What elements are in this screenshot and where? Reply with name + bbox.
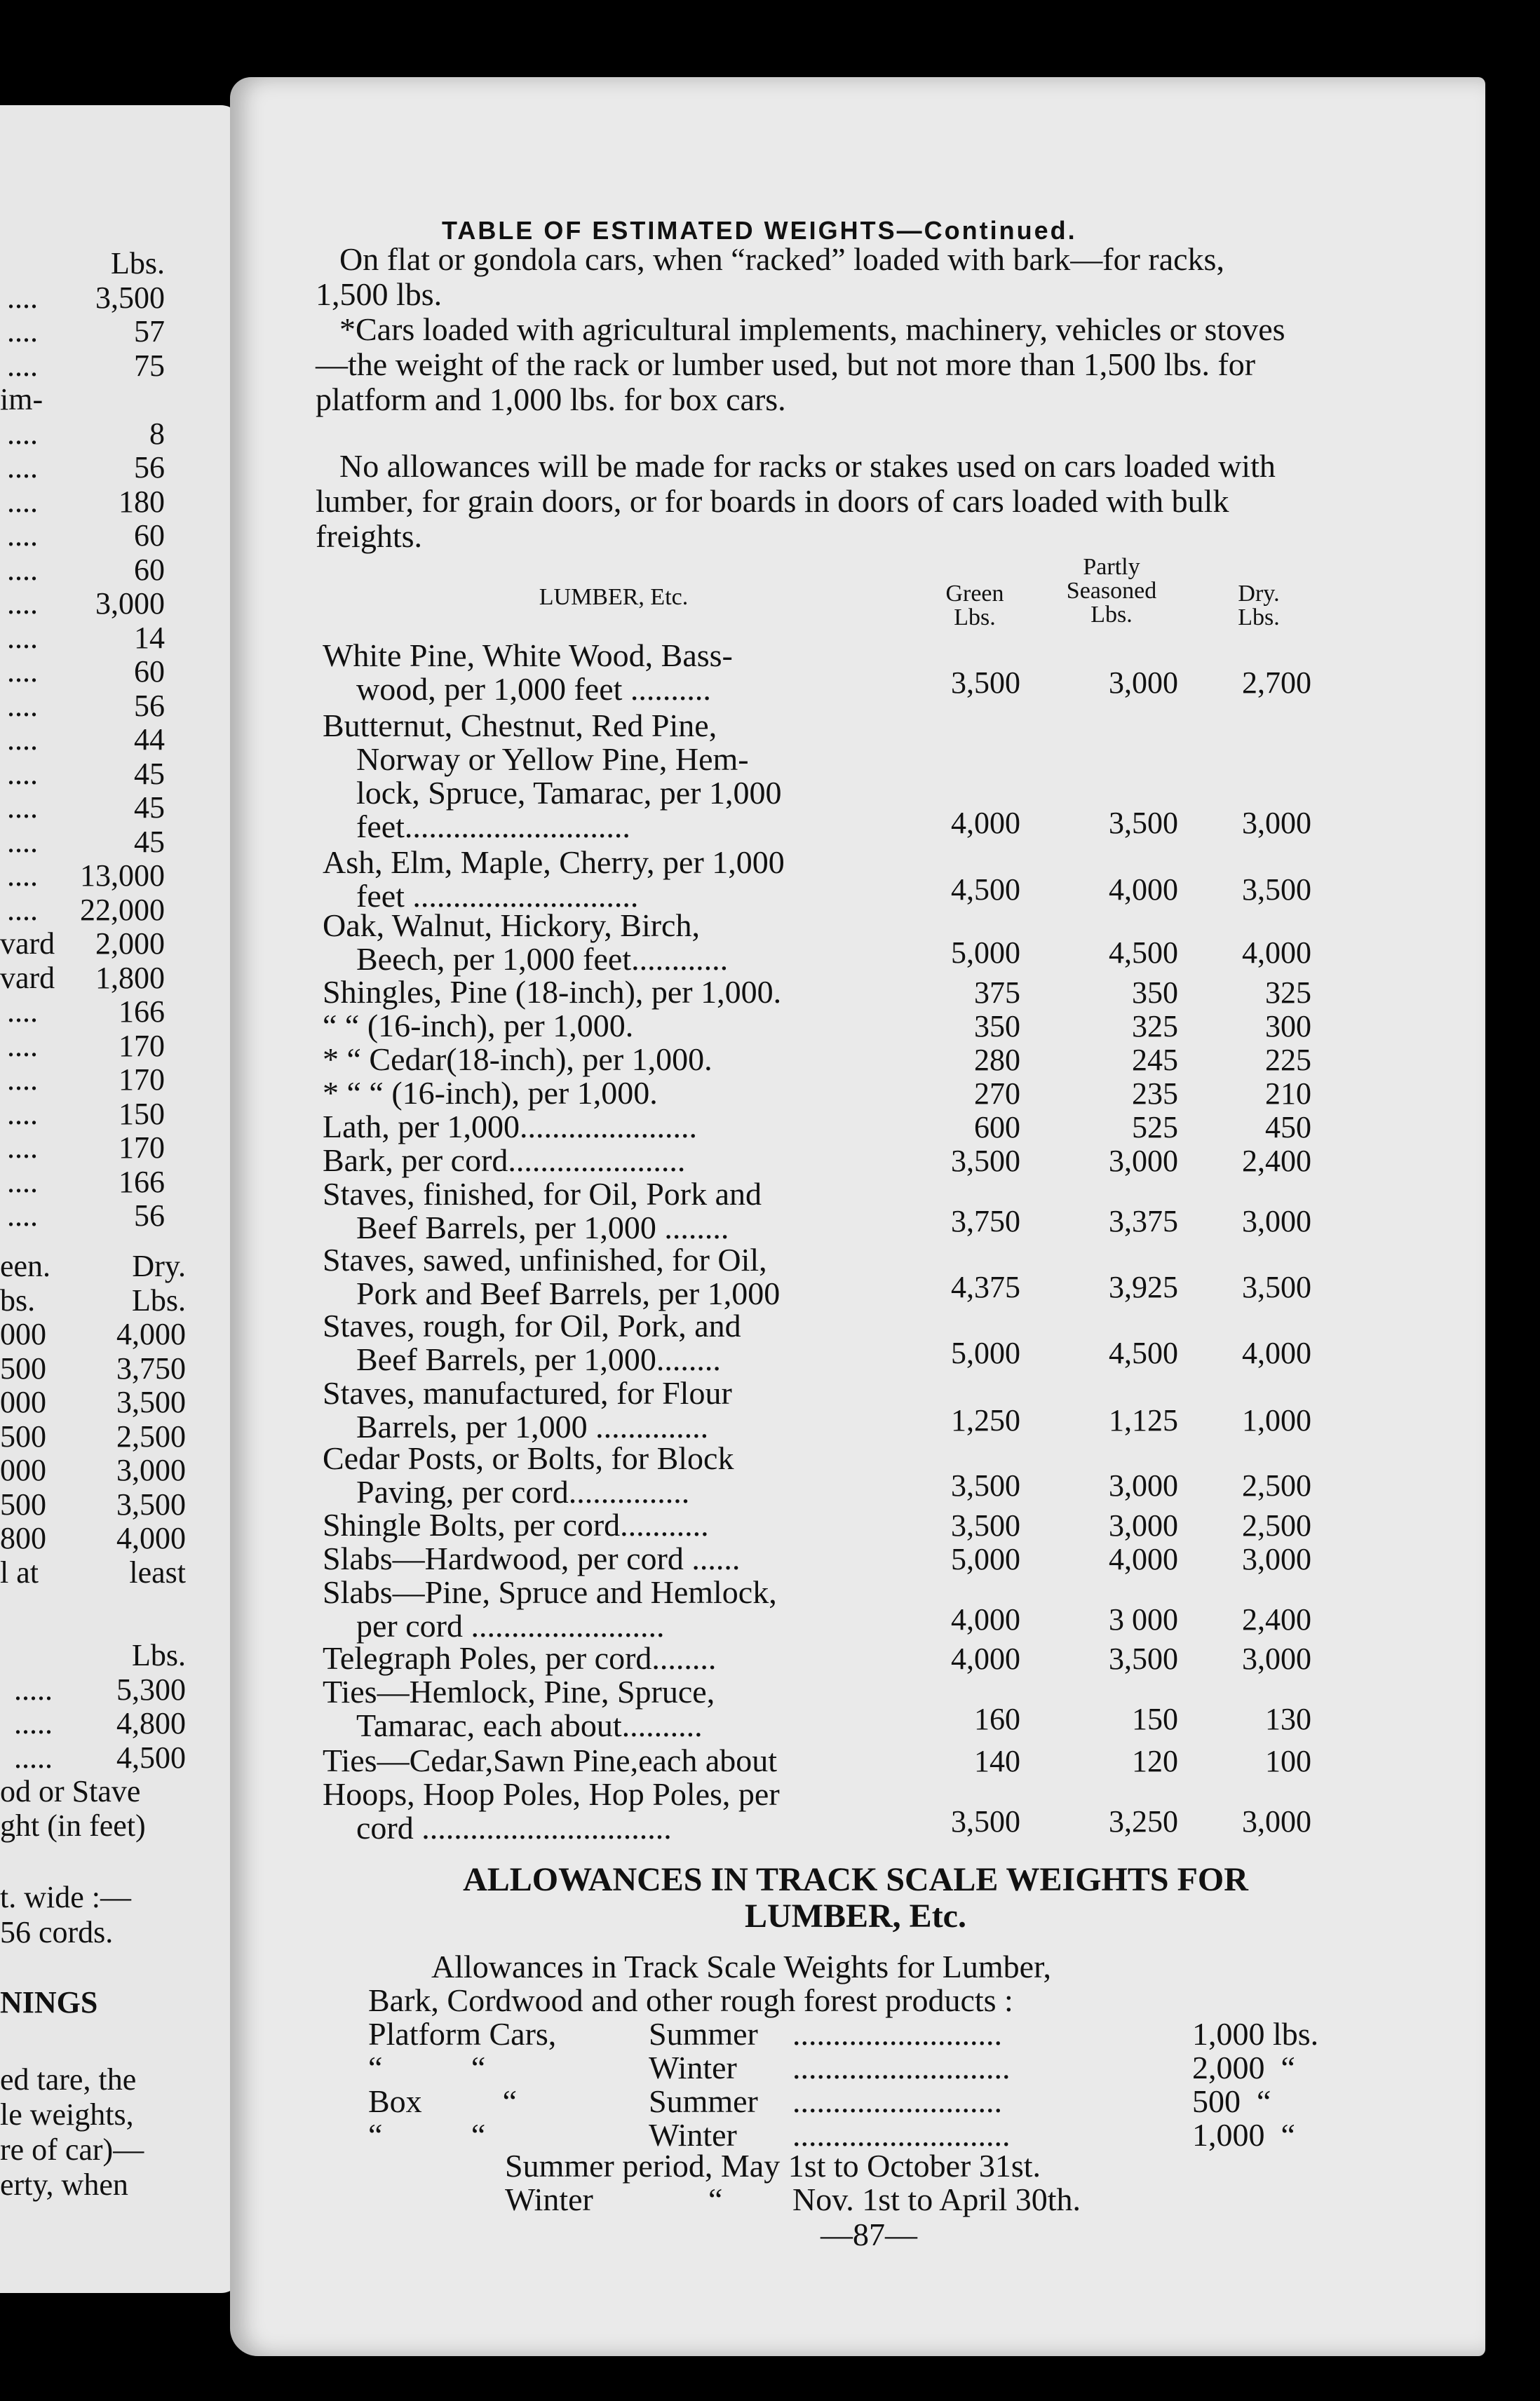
allow-value: 1,000 “ <box>1192 2117 1295 2153</box>
value-dry: 210 <box>1265 1076 1311 1111</box>
left-page-bottom-a: od or Stave <box>0 1774 141 1808</box>
row-label: Beech, per 1,000 feet............ <box>356 942 729 977</box>
left-page-value: 56 <box>134 1198 165 1233</box>
left-page-value: 170 <box>119 1130 165 1165</box>
value-partly: 4,000 <box>1109 872 1178 907</box>
value-partly: 150 <box>1132 1702 1178 1736</box>
row-label: Cedar Posts, or Bolts, for Block <box>323 1441 734 1476</box>
value-dry: 3,000 <box>1242 1542 1311 1576</box>
value-green: 3,500 <box>951 1508 1020 1543</box>
left-page-value: 150 <box>119 1096 165 1131</box>
allow-value: 1,000 lbs. <box>1192 2016 1319 2052</box>
winter-period-dates: Nov. 1st to April 30th. <box>792 2182 1081 2217</box>
col-green <box>919 582 1031 630</box>
left-page-value: 60 <box>134 654 165 689</box>
left-page-lower-a: een. <box>0 1249 51 1283</box>
left-page-bottom-a: ..... <box>14 1672 53 1707</box>
row-label: Butternut, Chestnut, Red Pine, <box>323 708 717 743</box>
value-green: 3,500 <box>951 1804 1020 1839</box>
value-green: 5,000 <box>951 1542 1020 1576</box>
row-label: Shingles, Pine (18-inch), per 1,000. <box>323 975 782 1010</box>
value-green: 3,500 <box>951 1468 1020 1503</box>
left-page-label: .... <box>7 688 38 723</box>
left-page-lower-a: 500 <box>0 1351 46 1386</box>
left-page-tail: ed tare, the <box>0 2062 137 2097</box>
value-partly: 3,500 <box>1109 1642 1178 1676</box>
left-page-lower-b: 4,000 <box>116 1521 186 1555</box>
left-page-label: .... <box>7 280 38 315</box>
row-label: Ties—Hemlock, Pine, Spruce, <box>323 1675 715 1710</box>
value-dry: 3,000 <box>1242 1204 1311 1238</box>
allow-car: “ “ <box>368 2117 486 2153</box>
row-label: Pork and Beef Barrels, per 1,000 <box>356 1276 781 1311</box>
value-green: 4,500 <box>951 872 1020 907</box>
value-dry: 130 <box>1265 1702 1311 1736</box>
left-page-label: .... <box>7 858 38 893</box>
row-label: Norway or Yellow Pine, Hem- <box>356 742 749 777</box>
left-page-tail: 56 cords. <box>0 1915 114 1949</box>
paragraph-agricultural: *Cars loaded with agricultural implements, machinery, vehicles or stoves—the weight of the rack or lumber used, but not more than 1,500 lbs. for platform and 1,000 lbs. for box cars. <box>316 311 1285 417</box>
allow-dots: .......................... <box>792 2016 1002 2052</box>
value-green: 3,500 <box>951 1144 1020 1178</box>
row-label: feet............................ <box>356 809 630 844</box>
value-dry: 2,500 <box>1242 1508 1311 1543</box>
table-heading: LUMBER, Etc. <box>539 584 689 610</box>
left-page-value: 57 <box>134 314 165 349</box>
value-green: 5,000 <box>951 1336 1020 1370</box>
value-partly: 3 000 <box>1109 1602 1178 1637</box>
value-partly: 235 <box>1132 1076 1178 1111</box>
left-page-value: 166 <box>119 994 165 1029</box>
row-label: Paving, per cord............... <box>356 1475 690 1510</box>
left-page-lower-a: 500 <box>0 1419 46 1454</box>
left-page-label: .... <box>7 484 38 519</box>
allow-dots: ........................... <box>792 2117 1011 2153</box>
value-partly: 120 <box>1132 1744 1178 1778</box>
value-green: 4,000 <box>951 806 1020 840</box>
value-green: 4,375 <box>951 1270 1020 1304</box>
left-page-label: .... <box>7 416 38 451</box>
left-page-value: Lbs. <box>111 246 165 280</box>
left-page-value: 75 <box>134 348 165 383</box>
left-page-lower-b: 4,000 <box>116 1317 186 1351</box>
value-green: 3,750 <box>951 1204 1020 1238</box>
left-page-label: vard <box>0 960 55 995</box>
left-page-value: 44 <box>134 722 165 757</box>
allow-value: 2,000 “ <box>1192 2050 1295 2085</box>
value-dry: 450 <box>1265 1110 1311 1144</box>
value-green: 4,000 <box>951 1602 1020 1637</box>
left-page-lower-b: Lbs. <box>132 1283 186 1318</box>
value-dry: 3,000 <box>1242 1804 1311 1839</box>
left-page-value: 180 <box>119 484 165 519</box>
left-page-value: 3,000 <box>95 586 165 621</box>
col-partly-top: Partly <box>1083 554 1140 580</box>
left-page-label: .... <box>7 756 38 791</box>
row-label: Staves, rough, for Oil, Pork, and <box>323 1308 741 1344</box>
row-label: per cord ........................ <box>356 1609 665 1644</box>
left-page-bottom-a: ..... <box>14 1740 53 1775</box>
left-page-value: 166 <box>119 1164 165 1199</box>
left-page-bottom-b: 4,800 <box>116 1706 186 1740</box>
allow-season: Summer <box>649 2083 758 2119</box>
row-label: Beef Barrels, per 1,000 ........ <box>356 1210 729 1245</box>
row-label: Shingle Bolts, per cord........... <box>323 1508 709 1543</box>
left-page-value: 45 <box>134 756 165 791</box>
left-page-label: .... <box>7 552 38 587</box>
value-partly: 325 <box>1132 1009 1178 1043</box>
col-green-main: Green <box>945 581 1004 607</box>
left-page-label: im- <box>0 382 43 417</box>
left-page-lower-a: 000 <box>0 1317 46 1351</box>
left-page-bottom-a: ..... <box>14 1706 53 1740</box>
row-label: Ties—Cedar,Sawn Pine,each about <box>323 1743 778 1778</box>
allow-car: Box “ <box>368 2083 518 2119</box>
left-page-tail: t. wide :— <box>0 1880 131 1914</box>
left-page-value: 170 <box>119 1062 165 1097</box>
value-green: 375 <box>974 975 1020 1010</box>
value-dry: 2,400 <box>1242 1144 1311 1178</box>
left-page-lower-b: least <box>129 1555 186 1590</box>
col-partly-main: Seasoned <box>1066 578 1157 604</box>
left-page-bottom-b: 4,500 <box>116 1740 186 1775</box>
value-green: 270 <box>974 1076 1020 1111</box>
value-partly: 245 <box>1132 1043 1178 1077</box>
value-dry: 100 <box>1265 1744 1311 1778</box>
left-page-label: vard <box>0 926 55 961</box>
allowances-intro-2: Bark, Cordwood and other rough forest products : <box>368 1982 1013 2018</box>
allowances-title-line2: LUMBER, Etc. <box>745 1898 966 1935</box>
left-page-label: .... <box>7 654 38 689</box>
row-label: feet ............................ <box>356 879 639 914</box>
paragraph-no-allowances: No allowances will be made for racks or stakes used on cars loaded with lumber, for grain doors, or for boards in doors of cars loaded with bulk freights. <box>316 448 1276 554</box>
left-page-lower-b: 3,500 <box>116 1385 186 1419</box>
left-page-bottom-a: ght (in feet) <box>0 1808 146 1843</box>
page-number: —87— <box>820 2217 917 2252</box>
left-page-lower-a: 800 <box>0 1521 46 1555</box>
value-green: 3,500 <box>951 665 1020 700</box>
left-page-value: 60 <box>134 518 165 553</box>
left-page-value: 8 <box>149 416 165 451</box>
col-green-unit: Lbs. <box>954 604 996 630</box>
left-page-label: .... <box>7 1096 38 1131</box>
row-label: Slabs—Pine, Spruce and Hemlock, <box>323 1575 777 1610</box>
left-page-lower-a: 000 <box>0 1453 46 1487</box>
left-page-value: 170 <box>119 1028 165 1063</box>
allow-car: “ “ <box>368 2050 486 2085</box>
allowances-title-line1: ALLOWANCES IN TRACK SCALE WEIGHTS FOR <box>463 1861 1248 1898</box>
value-green: 4,000 <box>951 1642 1020 1676</box>
value-green: 350 <box>974 1009 1020 1043</box>
row-label: Lath, per 1,000...................... <box>323 1109 698 1144</box>
value-green: 160 <box>974 1702 1020 1736</box>
value-partly: 525 <box>1132 1110 1178 1144</box>
col-dry-main: Dry. <box>1238 581 1280 607</box>
left-page-label: .... <box>7 994 38 1029</box>
row-label: White Pine, White Wood, Bass- <box>323 638 733 673</box>
page-title: TABLE OF ESTIMATED WEIGHTS—Continued. <box>442 216 1077 245</box>
left-page-label: .... <box>7 620 38 655</box>
value-dry: 325 <box>1265 975 1311 1010</box>
row-label: Bark, per cord...................... <box>323 1143 686 1178</box>
summer-period: Summer period, May 1st to October 31st. <box>505 2148 1041 2184</box>
value-dry: 300 <box>1265 1009 1311 1043</box>
col-partly-unit: Lbs. <box>1090 602 1133 628</box>
row-label: Hoops, Hoop Poles, Hop Poles, per <box>323 1777 780 1812</box>
left-page-tail: NINGS <box>0 1985 98 2020</box>
left-page-value: 56 <box>134 688 165 723</box>
left-page-label: .... <box>7 722 38 757</box>
value-partly: 4,500 <box>1109 935 1178 970</box>
allow-dots: .......................... <box>792 2083 1002 2119</box>
value-green: 1,250 <box>951 1403 1020 1438</box>
winter-period-ditto: “ <box>708 2182 723 2217</box>
allow-car: Platform Cars, <box>368 2016 557 2052</box>
row-label: Slabs—Hardwood, per cord ...... <box>323 1541 741 1576</box>
row-label: Beef Barrels, per 1,000........ <box>356 1342 721 1377</box>
left-page-label: .... <box>7 1164 38 1199</box>
value-partly: 3,000 <box>1109 1508 1178 1543</box>
allowances-intro-1: Allowances in Track Scale Weights for Lumber, <box>431 1949 1052 1984</box>
value-partly: 3,925 <box>1109 1270 1178 1304</box>
left-page-label: .... <box>7 1130 38 1165</box>
left-page-label: .... <box>7 824 38 859</box>
left-page-value: 45 <box>134 824 165 859</box>
row-label: Tamarac, each about.......... <box>356 1708 703 1743</box>
row-label: Staves, manufactured, for Flour <box>323 1376 732 1411</box>
value-partly: 3,250 <box>1109 1804 1178 1839</box>
value-dry: 3,000 <box>1242 806 1311 840</box>
left-page-value: 22,000 <box>80 892 165 927</box>
col-partly <box>1038 555 1185 627</box>
left-page-label: .... <box>7 348 38 383</box>
row-label: Ash, Elm, Maple, Cherry, per 1,000 <box>323 845 785 880</box>
left-page-lower-a: 000 <box>0 1385 46 1419</box>
left-page-tail: le weights, <box>0 2097 134 2132</box>
allow-season: Winter <box>649 2117 737 2153</box>
value-partly: 3,000 <box>1109 1144 1178 1178</box>
value-partly: 3,000 <box>1109 1468 1178 1503</box>
value-dry: 2,700 <box>1242 665 1311 700</box>
left-page-label: .... <box>7 1028 38 1063</box>
allow-dots: ........................... <box>792 2050 1011 2085</box>
left-page-bottom-b: 5,300 <box>116 1672 186 1707</box>
row-label: Oak, Walnut, Hickory, Birch, <box>323 908 700 943</box>
row-label: * “ Cedar(18-inch), per 1,000. <box>323 1042 712 1077</box>
value-green: 280 <box>974 1043 1020 1077</box>
value-partly: 3,500 <box>1109 806 1178 840</box>
value-dry: 3,000 <box>1242 1642 1311 1676</box>
value-dry: 3,500 <box>1242 1270 1311 1304</box>
value-partly: 350 <box>1132 975 1178 1010</box>
winter-period-label: Winter <box>505 2182 593 2217</box>
left-page-lower-b: 2,500 <box>116 1419 186 1454</box>
row-label: “ “ (16-inch), per 1,000. <box>323 1008 634 1043</box>
left-page-label: .... <box>7 892 38 927</box>
value-partly: 4,000 <box>1109 1542 1178 1576</box>
left-page-bottom-b: Lbs. <box>132 1638 186 1672</box>
value-dry: 3,500 <box>1242 872 1311 907</box>
row-label: * “ “ (16-inch), per 1,000. <box>323 1076 658 1111</box>
allowances-title <box>358 1862 1353 1935</box>
allow-season: Summer <box>649 2016 758 2052</box>
allow-season: Winter <box>649 2050 737 2085</box>
value-partly: 3,000 <box>1109 665 1178 700</box>
value-dry: 1,000 <box>1242 1403 1311 1438</box>
value-green: 140 <box>974 1744 1020 1778</box>
left-page-label: .... <box>7 790 38 825</box>
left-facing-page <box>0 105 242 2293</box>
left-page-value: 1,800 <box>95 960 165 995</box>
left-page-label: .... <box>7 450 38 485</box>
left-page-value: 45 <box>134 790 165 825</box>
col-dry-unit: Lbs. <box>1238 604 1280 630</box>
left-page-tail: erty, when <box>0 2167 128 2202</box>
left-page-value: 3,500 <box>95 280 165 315</box>
left-page-label: .... <box>7 586 38 621</box>
value-green: 600 <box>974 1110 1020 1144</box>
left-page-label: .... <box>7 1198 38 1233</box>
row-label: Barrels, per 1,000 .............. <box>356 1409 709 1445</box>
left-page-lower-b: 3,500 <box>116 1487 186 1522</box>
value-dry: 2,400 <box>1242 1602 1311 1637</box>
left-page-label: .... <box>7 1062 38 1097</box>
col-dry <box>1203 582 1315 630</box>
row-label: Staves, finished, for Oil, Pork and <box>323 1177 762 1212</box>
paragraph-racked-bark: On flat or gondola cars, when “racked” loaded with bark—for racks, 1,500 lbs. <box>316 241 1224 312</box>
value-dry: 4,000 <box>1242 1336 1311 1370</box>
left-page-value: 56 <box>134 450 165 485</box>
left-page-value: 13,000 <box>80 858 165 893</box>
left-page-lower-a: bs. <box>0 1283 36 1318</box>
row-label: Staves, sawed, unfinished, for Oil, <box>323 1243 767 1278</box>
value-dry: 4,000 <box>1242 935 1311 970</box>
left-page-value: 2,000 <box>95 926 165 961</box>
left-page-lower-b: 3,750 <box>116 1351 186 1386</box>
value-dry: 225 <box>1265 1043 1311 1077</box>
left-page-lower-a: 500 <box>0 1487 46 1522</box>
value-partly: 3,375 <box>1109 1204 1178 1238</box>
left-page-label: .... <box>7 314 38 349</box>
value-partly: 1,125 <box>1109 1403 1178 1438</box>
left-page-tail: re of car)— <box>0 2132 144 2167</box>
left-page-value: 60 <box>134 552 165 587</box>
left-page-label: .... <box>7 518 38 553</box>
value-partly: 4,500 <box>1109 1336 1178 1370</box>
value-green: 5,000 <box>951 935 1020 970</box>
row-label: Telegraph Poles, per cord........ <box>323 1641 717 1676</box>
row-label: wood, per 1,000 feet .......... <box>356 672 711 707</box>
value-dry: 2,500 <box>1242 1468 1311 1503</box>
row-label: cord ............................... <box>356 1811 672 1846</box>
left-page-value: 14 <box>134 620 165 655</box>
left-page-lower-a: l at <box>0 1555 39 1590</box>
left-page-lower-b: Dry. <box>132 1249 186 1283</box>
row-label: lock, Spruce, Tamarac, per 1,000 <box>356 776 782 811</box>
allow-value: 500 “ <box>1192 2083 1271 2119</box>
left-page-lower-b: 3,000 <box>116 1453 186 1487</box>
